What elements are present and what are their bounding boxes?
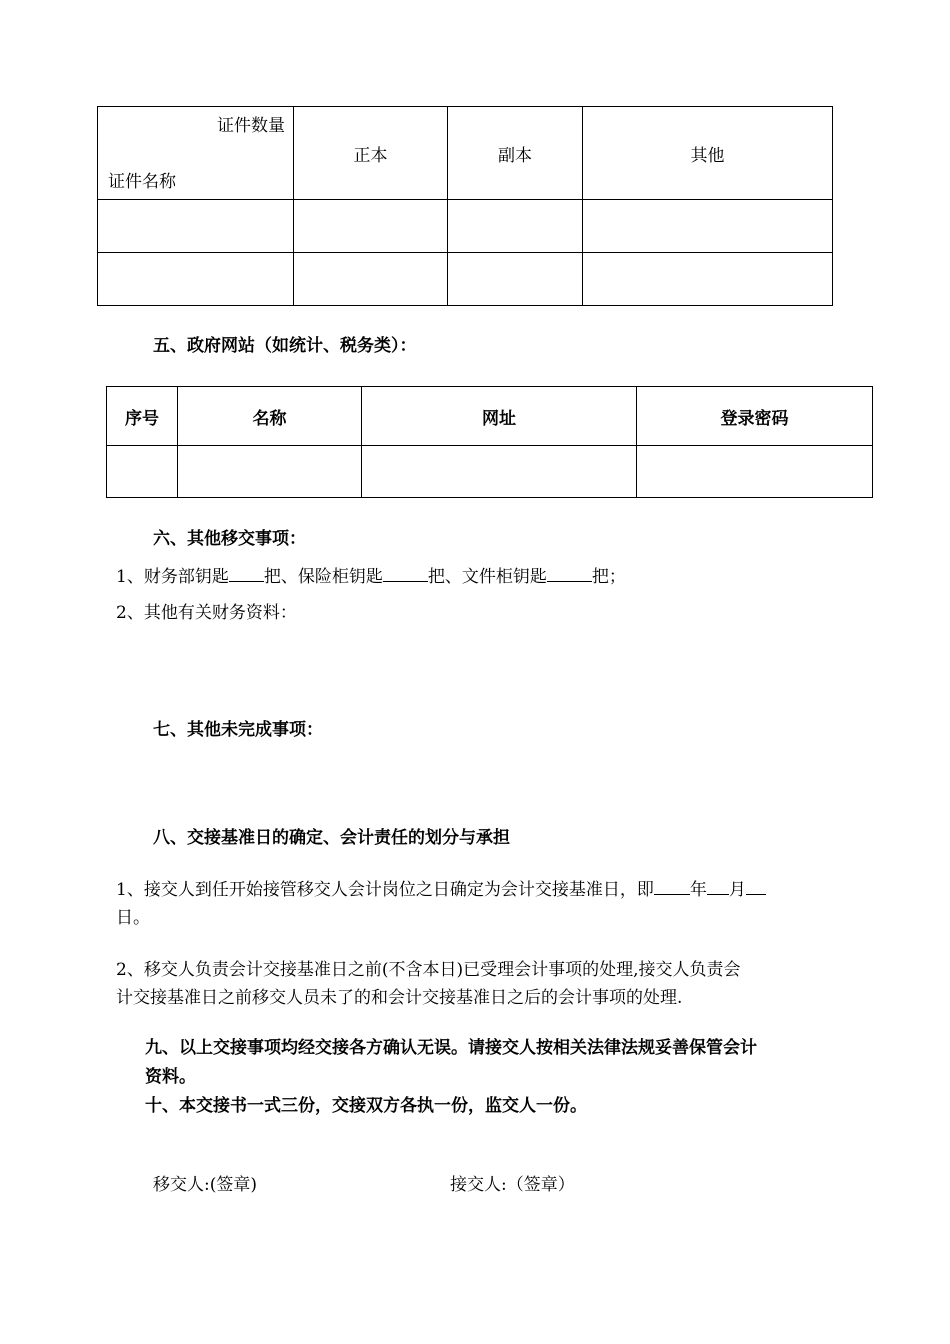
safe-key-count-blank[interactable] bbox=[383, 563, 428, 582]
table-cell[interactable] bbox=[98, 253, 294, 306]
cert-header-other: 其他 bbox=[583, 107, 833, 200]
table-cell[interactable] bbox=[98, 200, 294, 253]
keys-text-1: 1、财务部钥匙 bbox=[116, 567, 229, 587]
table-cell[interactable] bbox=[583, 200, 833, 253]
gov-header-url: 网址 bbox=[362, 387, 637, 446]
table-cell[interactable] bbox=[637, 446, 873, 498]
finance-key-count-blank[interactable] bbox=[229, 563, 264, 582]
year-label: 年 bbox=[689, 880, 707, 900]
table-cell[interactable] bbox=[448, 200, 583, 253]
section9-line2: 资料。 bbox=[145, 1067, 196, 1087]
table-cell[interactable] bbox=[362, 446, 637, 498]
section8-item1 bbox=[116, 875, 766, 900]
cert-corner-top: 证件数量 bbox=[217, 116, 285, 136]
cert-header-copy: 副本 bbox=[448, 107, 583, 200]
keys-text-2: 把、保险柜钥匙 bbox=[263, 567, 383, 587]
handover-month-blank[interactable] bbox=[707, 876, 729, 895]
table-cell[interactable] bbox=[294, 200, 448, 253]
section8-item1-day: 日。 bbox=[116, 908, 150, 928]
keys-line bbox=[116, 562, 626, 587]
gov-header-name: 名称 bbox=[178, 387, 362, 446]
cert-header-original: 正本 bbox=[294, 107, 448, 200]
certificate-table bbox=[97, 106, 833, 306]
section10-text: 十、本交接书一式三份，交接双方各执一份，监交人一份。 bbox=[145, 1096, 587, 1116]
keys-text-3: 把、文件柜钥匙 bbox=[427, 567, 547, 587]
month-label: 月 bbox=[728, 880, 746, 900]
section5-title: 五、政府网站（如统计、税务类）： bbox=[153, 336, 417, 356]
section8-item1-text: 1、接交人到任开始接管移交人会计岗位之日确定为会计交接基准日，即 bbox=[116, 880, 654, 900]
receiver-signature: 接交人:（签章） bbox=[450, 1175, 575, 1195]
cert-corner-cell bbox=[98, 107, 294, 200]
section6-title: 六、其他移交事项： bbox=[153, 529, 306, 549]
keys-text-4: 把； bbox=[591, 567, 626, 587]
section7-title: 七、其他未完成事项： bbox=[153, 720, 323, 740]
gov-website-table bbox=[106, 386, 873, 498]
table-cell[interactable] bbox=[294, 253, 448, 306]
table-cell[interactable] bbox=[178, 446, 362, 498]
gov-header-seq: 序号 bbox=[107, 387, 178, 446]
cert-corner-bottom: 证件名称 bbox=[108, 172, 176, 192]
section9-line1: 九、以上交接事项均经交接各方确认无误。请接交人按相关法律法规妥善保管会计 bbox=[145, 1038, 757, 1058]
handover-year-blank[interactable] bbox=[654, 876, 690, 895]
table-cell[interactable] bbox=[583, 253, 833, 306]
other-finance-materials: 2、其他有关财务资料： bbox=[116, 603, 297, 623]
transferor-signature: 移交人:(签章) bbox=[153, 1175, 257, 1195]
table-cell[interactable] bbox=[448, 253, 583, 306]
cabinet-key-count-blank[interactable] bbox=[547, 563, 592, 582]
handover-day-blank[interactable] bbox=[746, 876, 766, 895]
section8-item2-line2: 计交接基准日之前移交人员未了的和会计交接基准日之后的会计事项的处理. bbox=[116, 988, 683, 1008]
section8-title: 八、交接基准日的确定、会计责任的划分与承担 bbox=[153, 828, 510, 848]
gov-header-password: 登录密码 bbox=[637, 387, 873, 446]
table-cell[interactable] bbox=[107, 446, 178, 498]
section8-item2-line1: 2、移交人负责会计交接基准日之前(不含本日)已受理会计事项的处理,接交人负责会 bbox=[116, 960, 741, 980]
